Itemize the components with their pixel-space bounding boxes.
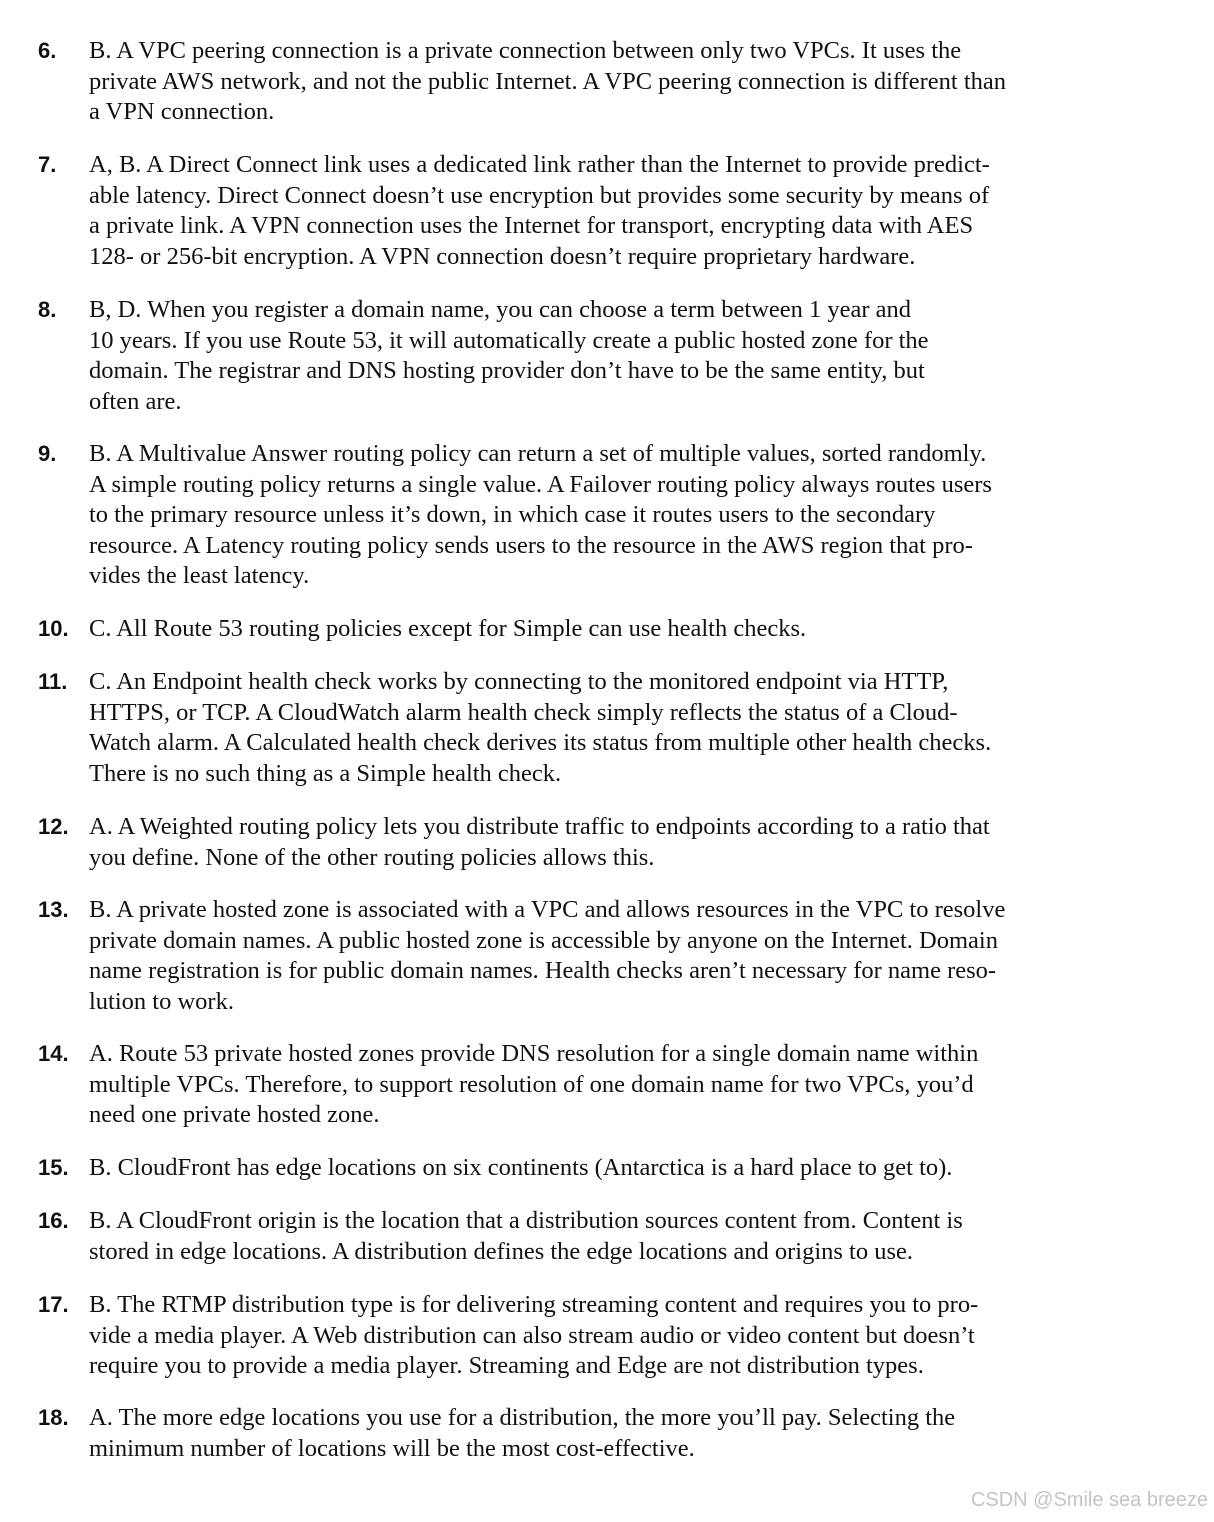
answer-line: C. All Route 53 routing policies except for Simple can use health checks. [89,615,807,642]
answer-number: 18. [38,1405,69,1430]
answer-line: C. An Endpoint health check works by connecting to the monitored endpoint via HTTP, [89,668,949,695]
answer-text [89,667,991,789]
answer-text [89,1153,952,1184]
answer-line: require you to provide a media player. Streaming and Edge are not distribution types. [89,1352,924,1380]
answer-line: resource. A Latency routing policy sends users to the resource in the AWS region that pro- [89,531,973,559]
answer-line: a VPN connection. [89,98,275,126]
answer-number: 12. [38,814,69,839]
answer-line: 10 years. If you use Route 53, it will automatically create a public hosted zone for the [89,326,929,354]
answer-line: 128- or 256-bit encryption. A VPN connection doesn’t require proprietary hardware. [89,242,916,270]
answer-line: stored in edge locations. A distribution defines the edge locations and origins to use. [89,1237,914,1265]
answer-text [89,439,992,592]
answer-line: B. A Multivalue Answer routing policy can return a set of multiple values, sorted randomly. [89,440,987,467]
answer-text [89,1290,978,1382]
answer-text [89,150,990,272]
answer-number: 8. [38,297,57,322]
answer-number: 10. [38,616,69,641]
answer-text [89,812,990,873]
answer-line: Watch alarm. A Calculated health check derives its status from multiple other health checks. [89,729,992,757]
answer-text [89,895,1005,1017]
answer-text [89,1403,955,1464]
answer-line: A. A Weighted routing policy lets you distribute traffic to endpoints according to a ratio that [89,813,990,840]
answer-number: 6. [38,38,57,63]
answer-number: 15. [38,1155,69,1180]
answer-line: a private link. A VPN connection uses the Internet for transport, encrypting data with AES [89,212,974,240]
answer-line: A, B. A Direct Connect link uses a dedicated link rather than the Internet to provide predict- [89,151,990,178]
answer-text [89,1039,978,1131]
answer-line: minimum number of locations will be the most cost-effective. [89,1434,695,1462]
answer-line: A. The more edge locations you use for a distribution, the more you’ll pay. Selecting the [89,1404,956,1431]
answer-line: B, D. When you register a domain name, you can choose a term between 1 year and [89,296,912,323]
answer-text [89,614,806,645]
answer-line: HTTPS, or TCP. A CloudWatch alarm health check simply reflects the status of a Cloud- [89,698,958,726]
answer-line: need one private hosted zone. [89,1101,380,1129]
answer-line: vide a media player. A Web distribution can also stream audio or video content but doesn’t [89,1321,975,1349]
answer-line: you define. None of the other routing policies allows this. [89,843,655,871]
answer-line: name registration is for public domain names. Health checks aren’t necessary for name reso- [89,957,997,985]
answer-line: A. Route 53 private hosted zones provide DNS resolution for a single domain name within [89,1040,979,1067]
answer-line: private domain names. A public hosted zone is accessible by anyone on the Internet. Domain [89,926,998,954]
answer-line: B. The RTMP distribution type is for delivering streaming content and requires you to pro- [89,1291,979,1318]
answer-line: B. A CloudFront origin is the location that a distribution sources content from. Content is [89,1207,963,1234]
answer-number: 14. [38,1041,69,1066]
answer-number: 17. [38,1292,69,1317]
answer-line: to the primary resource unless it’s down, in which case it routes users to the secondary [89,501,936,529]
answer-line: multiple VPCs. Therefore, to support resolution of one domain name for two VPCs, you’d [89,1070,974,1098]
answer-number: 9. [38,441,57,466]
answer-line: able latency. Direct Connect doesn’t use encryption but provides some security by means of [89,181,990,209]
answer-line: There is no such thing as a Simple health check. [89,759,562,787]
answer-line: vides the least latency. [89,562,310,590]
answer-text [89,295,929,417]
answer-text [89,1206,963,1267]
answer-line: often are. [89,387,182,415]
answer-text [89,36,1006,128]
answer-line: B. CloudFront has edge locations on six continents (Antarctica is a hard place to get to). [89,1154,953,1181]
answer-line: A simple routing policy returns a single value. A Failover routing policy always routes users [89,470,992,498]
answer-number: 7. [38,152,57,177]
answer-line: B. A private hosted zone is associated with a VPC and allows resources in the VPC to resolve [89,896,1006,923]
answer-line: domain. The registrar and DNS hosting provider don’t have to be the same entity, but [89,357,925,385]
answer-line: lution to work. [89,987,234,1015]
watermark: CSDN @Smile sea breeze [970,1489,1208,1511]
answer-number: 16. [38,1208,69,1233]
answer-line: private AWS network, and not the public Internet. A VPC peering connection is different than [89,67,1007,95]
answer-number: 13. [38,897,69,922]
answer-number: 11. [38,669,68,694]
answer-line: B. A VPC peering connection is a private connection between only two VPCs. It uses the [89,37,962,64]
